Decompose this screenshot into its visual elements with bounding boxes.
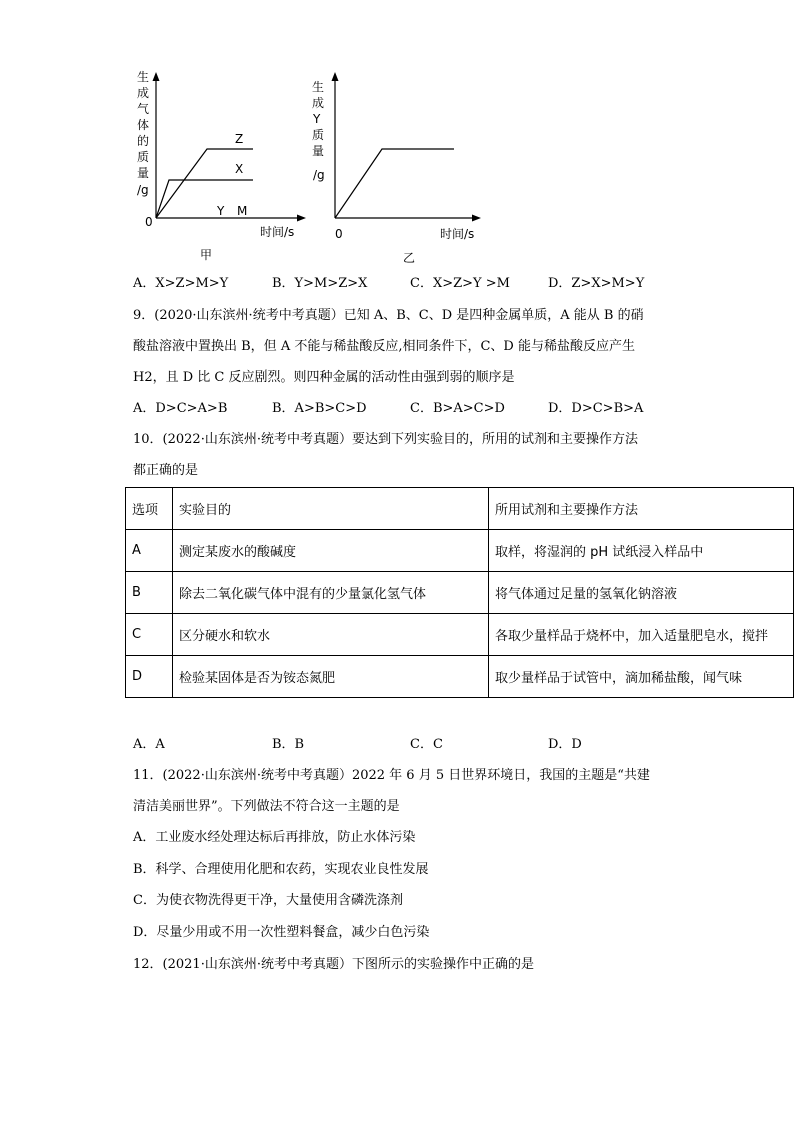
table-cell: B (126, 572, 173, 614)
table-cell: 检验某固体是否为铵态氮肥 (173, 656, 489, 698)
table-cell: 取少量样品于试管中，滴加稀盐酸，闻气味 (489, 656, 794, 698)
table-header-cell: 实验目的 (173, 488, 489, 530)
yi-x-label: 时间/s (440, 227, 475, 241)
table-cell: C (126, 614, 173, 656)
q11-line-2: 清洁美丽世界”。下列做法不符合这一主题的是 (133, 799, 400, 814)
q10-option-c[interactable]: C．C (410, 737, 443, 752)
jia-origin: 0 (145, 215, 153, 229)
q10-option-a[interactable]: A．A (133, 737, 165, 752)
table-cell: 取样，将湿润的 pH 试纸浸入样品中 (489, 530, 794, 572)
jia-label-z: Z (235, 132, 244, 146)
yi-y-char: 量 (312, 144, 325, 158)
q8-graphs (120, 60, 500, 280)
jia-y-char: 生 (137, 70, 150, 84)
q8-option-b[interactable]: B．Y>M>Z>X (272, 276, 368, 291)
table-header-cell: 所用试剂和主要操作方法 (489, 488, 794, 530)
yi-y-char: 成 (312, 96, 325, 110)
q12-line-1: 12．(2021·山东滨州·统考中考真题）下图所示的实验操作中正确的是 (133, 957, 534, 972)
jia-y-char: 的 (137, 134, 150, 148)
yi-x-arrow (472, 215, 481, 222)
q11-option-a[interactable]: A．工业废水经处理达标后再排放，防止水体污染 (133, 830, 416, 845)
yi-y-char: 生 (312, 80, 325, 94)
yi-y-label (312, 79, 325, 182)
q9-line-3: H2，且 D 比 C 反应剧烈。则四种金属的活动性由强到弱的顺序是 (133, 370, 515, 385)
q11-line-1: 11．(2022·山东滨州·统考中考真题）2022 年 6 月 5 日世界环境日，我国的主题是“共建 (133, 768, 650, 783)
q8-option-a[interactable]: A．X>Z>M>Y (133, 276, 229, 291)
table-cell: A (126, 530, 173, 572)
q10-line-2: 都正确的是 (133, 463, 199, 478)
table-header-cell: 选项 (126, 488, 173, 530)
yi-curve (335, 149, 454, 218)
q8-option-d[interactable]: D．Z>X>M>Y (548, 276, 645, 291)
table-row (126, 656, 794, 698)
jia-y-char: /g (137, 183, 149, 197)
table-cell: 各取少量样品于烧杯中，加入适量肥皂水，搅拌 (489, 614, 794, 656)
table-cell: 除去二氧化碳气体中混有的少量氯化氢气体 (173, 572, 489, 614)
q9-line-2: 酸盐溶液中置换出 B，但 A 不能与稀盐酸反应,相同条件下，C、D 能与稀盐酸反应产生 (133, 339, 635, 354)
jia-caption: 甲 (200, 248, 213, 262)
table-cell: D (126, 656, 173, 698)
yi-y-char: Y (313, 112, 321, 126)
jia-y-char: 气 (137, 102, 150, 116)
q9-option-b[interactable]: B．A>B>C>D (272, 401, 367, 416)
jia-y-arrow (153, 72, 160, 81)
yi-y-arrow (332, 72, 339, 81)
q8-graphs-svg (120, 60, 500, 280)
table-row (126, 530, 794, 572)
jia-y-label (137, 69, 149, 197)
jia-y-char: 量 (137, 166, 150, 180)
q11-option-d[interactable]: D．尽量少用或不用一次性塑料餐盒，减少白色污染 (133, 925, 430, 940)
yi-origin: 0 (335, 227, 343, 241)
q11-option-c[interactable]: C．为使衣物洗得更干净，大量使用含磷洗涤剂 (133, 893, 403, 908)
jia-y-char: 质 (137, 150, 150, 164)
jia-label-m: M (237, 204, 248, 218)
q8-option-c[interactable]: C．X>Z>Y >M (410, 276, 510, 291)
q9-option-c[interactable]: C．B>A>C>D (410, 401, 505, 416)
yi-caption: 乙 (403, 251, 416, 265)
table-cell: 将气体通过足量的氢氧化钠溶液 (489, 572, 794, 614)
q10-line-1: 10．(2022·山东滨州·统考中考真题）要达到下列实验目的，所用的试剂和主要操作方法 (133, 432, 638, 447)
table-cell: 测定某废水的酸碱度 (173, 530, 489, 572)
jia-x-label: 时间/s (260, 225, 295, 239)
table-row (126, 572, 794, 614)
q9-option-d[interactable]: D．D>C>B>A (548, 401, 644, 416)
jia-y-char: 成 (137, 86, 150, 100)
yi-y-char: /g (313, 168, 325, 182)
q9-line-1: 9．(2020·山东滨州·统考中考真题）已知 A、B、C、D 是四种金属单质，A 能从 B 的硝 (133, 308, 644, 323)
q10-option-d[interactable]: D．D (548, 737, 582, 752)
q9-option-a[interactable]: A．D>C>A>B (133, 401, 228, 416)
table-row (126, 614, 794, 656)
jia-x-arrow (297, 215, 306, 222)
q10-table (125, 487, 794, 698)
yi-y-char: 质 (312, 128, 325, 142)
table-cell: 区分硬水和软水 (173, 614, 489, 656)
q10-option-b[interactable]: B．B (272, 737, 305, 752)
jia-label-x: X (235, 162, 244, 176)
table-header-row (126, 488, 794, 530)
jia-y-char: 体 (137, 118, 150, 132)
q11-option-b[interactable]: B．科学、合理使用化肥和农药，实现农业良性发展 (133, 862, 429, 877)
jia-label-y: Y (217, 204, 225, 218)
